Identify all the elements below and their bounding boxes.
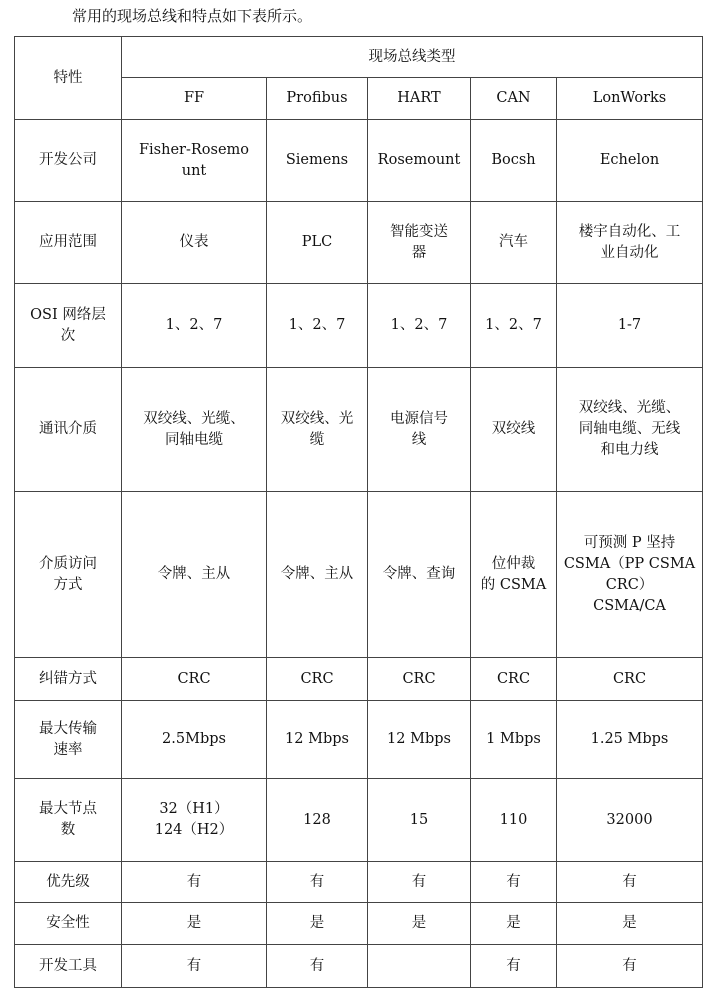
cell-ff xyxy=(122,284,267,368)
cell-line: Fisher-Rosemo xyxy=(138,141,250,158)
fieldbus-comparison-table xyxy=(14,36,703,988)
cell-line: 双绞线 xyxy=(491,421,536,437)
cell-line: 的 CSMA xyxy=(480,576,547,593)
cell-line: 有 xyxy=(506,957,521,974)
cell-can xyxy=(471,903,557,945)
cell-ff xyxy=(122,945,267,988)
cell-line: 1、2、7 xyxy=(485,317,542,333)
cell-ff xyxy=(122,120,267,202)
cell-lonworks xyxy=(557,658,703,701)
row-label-cell xyxy=(15,779,122,862)
cell-line: 同轴电缆、无线 xyxy=(578,421,681,437)
cell-line: 1、2、7 xyxy=(288,317,346,333)
cell-line: 有 xyxy=(309,873,325,890)
cell-line: 是 xyxy=(411,915,427,931)
cell-lonworks xyxy=(557,945,703,988)
row-label-line: 安全性 xyxy=(46,915,90,931)
cell-profibus xyxy=(267,701,368,779)
row-label-cell xyxy=(15,492,122,658)
cell-line: 12 Mbps xyxy=(285,731,349,747)
row-label-cell xyxy=(15,284,122,368)
column-header-profibus: Profibus xyxy=(267,78,368,120)
cell-line: Bocsh xyxy=(491,152,536,168)
feature-header-cell xyxy=(15,37,122,120)
cell-ff xyxy=(122,368,267,492)
row-label-cell xyxy=(15,945,122,988)
cell-line: 器 xyxy=(411,244,427,261)
row-label-cell xyxy=(15,368,122,492)
cell-can xyxy=(471,945,557,988)
cell-line: 2.5Mbps xyxy=(162,731,226,747)
cell-profibus xyxy=(267,120,368,202)
cell-profibus xyxy=(267,862,368,903)
cell-line: Siemens xyxy=(285,152,349,168)
cell-hart xyxy=(368,120,471,202)
cell-line: 有 xyxy=(186,873,202,890)
row-label-cell xyxy=(15,903,122,945)
row-label-cell xyxy=(15,202,122,284)
cell-hart xyxy=(368,658,471,701)
cell-hart xyxy=(368,862,471,903)
table-row xyxy=(15,284,703,368)
row-label-line: 速率 xyxy=(53,741,83,758)
cell-line: 业自动化 xyxy=(600,244,659,261)
intro-text: 常用的现场总线和特点如下表所示。 xyxy=(72,7,313,25)
cell-hart xyxy=(368,202,471,284)
cell-line: 令牌、主从 xyxy=(157,566,231,582)
cell-line: 有 xyxy=(411,873,427,890)
cell-line: CRC xyxy=(612,670,647,687)
row-label-line: 方式 xyxy=(53,576,83,593)
cell-profibus xyxy=(267,903,368,945)
cell-hart xyxy=(368,492,471,658)
cell-line: 是 xyxy=(506,915,521,931)
cell-line: CRC xyxy=(300,670,334,687)
cell-ff xyxy=(122,492,267,658)
cell-lonworks xyxy=(557,779,703,862)
cell-line: 110 xyxy=(499,811,528,828)
cell-line: 是 xyxy=(186,915,202,931)
row-label-line: 数 xyxy=(60,822,76,838)
header-row-group xyxy=(15,37,703,78)
cell-line: 缆 xyxy=(309,431,325,448)
cell-hart xyxy=(368,945,471,988)
cell-line: CRC xyxy=(496,670,531,687)
cell-can xyxy=(471,779,557,862)
column-header-can: CAN xyxy=(471,78,557,120)
fieldbus-type-header-cell xyxy=(122,37,703,78)
cell-line: 有 xyxy=(309,957,325,974)
cell-line: 128 xyxy=(303,811,331,828)
cell-line: 1.25 Mbps xyxy=(590,731,669,747)
table-row xyxy=(15,120,703,202)
row-label-line: OSI 网络层 xyxy=(30,306,106,323)
cell-line: 双绞线、光缆、 xyxy=(578,400,681,416)
row-label-line: 次 xyxy=(60,327,76,344)
cell-profibus xyxy=(267,368,368,492)
cell-ff xyxy=(122,658,267,701)
cell-line: unt xyxy=(181,162,207,179)
fieldbus-type-header-label: 现场总线类型 xyxy=(368,48,456,65)
cell-line: 双绞线、光缆、 xyxy=(143,410,245,427)
cell-hart xyxy=(368,368,471,492)
cell-profibus xyxy=(267,284,368,368)
column-header-hart: HART xyxy=(368,78,471,120)
table-row xyxy=(15,862,703,903)
cell-lonworks xyxy=(557,492,703,658)
cell-lonworks xyxy=(557,862,703,903)
cell-ff xyxy=(122,903,267,945)
cell-line: 是 xyxy=(622,915,637,931)
table-row xyxy=(15,701,703,779)
cell-line: CRC） xyxy=(605,576,654,593)
cell-can xyxy=(471,658,557,701)
cell-lonworks xyxy=(557,701,703,779)
cell-line: 124（H2） xyxy=(154,822,234,838)
row-label-line: 优先级 xyxy=(46,873,90,890)
cell-hart xyxy=(368,284,471,368)
row-label-line: 应用范围 xyxy=(39,234,97,250)
cell-line: 32000 xyxy=(606,811,653,828)
column-header-ff: FF xyxy=(122,78,267,120)
cell-profibus xyxy=(267,945,368,988)
cell-line: 双绞线、光 xyxy=(280,410,354,427)
cell-line: 有 xyxy=(186,957,202,974)
table-row xyxy=(15,492,703,658)
row-label-line: 最大节点 xyxy=(39,801,97,817)
table-row xyxy=(15,658,703,701)
table-row xyxy=(15,202,703,284)
cell-profibus xyxy=(267,658,368,701)
row-label-line: 最大传输 xyxy=(39,720,97,737)
cell-can xyxy=(471,492,557,658)
cell-line: 位仲裁 xyxy=(491,555,536,572)
cell-line: 同轴电缆 xyxy=(165,431,223,448)
cell-lonworks xyxy=(557,368,703,492)
row-label-line: 开发工具 xyxy=(39,957,97,974)
cell-line: Echelon xyxy=(599,152,660,168)
table-row xyxy=(15,779,703,862)
cell-can xyxy=(471,202,557,284)
cell-can xyxy=(471,862,557,903)
column-header-lonworks: LonWorks xyxy=(557,78,703,120)
table-row xyxy=(15,903,703,945)
cell-line: 是 xyxy=(309,915,325,931)
cell-line: 1、2、7 xyxy=(390,317,448,333)
cell-can xyxy=(471,120,557,202)
cell-lonworks xyxy=(557,284,703,368)
cell-hart xyxy=(368,701,471,779)
cell-line: 线 xyxy=(411,431,427,448)
feature-header-label: 特性 xyxy=(53,69,83,86)
row-label-cell xyxy=(15,862,122,903)
row-label-cell xyxy=(15,120,122,202)
cell-line: 1、2、7 xyxy=(165,317,223,333)
cell-line: CSMA（PP CSMA xyxy=(563,555,696,572)
cell-line: 有 xyxy=(506,873,521,890)
cell-can xyxy=(471,284,557,368)
cell-line: 32（H1） xyxy=(159,801,229,817)
cell-line: 和电力线 xyxy=(600,442,659,458)
cell-hart xyxy=(368,903,471,945)
cell-line: 楼宇自动化、工 xyxy=(578,223,681,240)
cell-ff xyxy=(122,862,267,903)
cell-profibus xyxy=(267,492,368,658)
cell-line: CRC xyxy=(177,670,211,687)
cell-line: 汽车 xyxy=(499,234,528,250)
row-label-line: 介质访问 xyxy=(39,555,97,572)
cell-line: 有 xyxy=(622,957,637,974)
cell-line: 智能变送 xyxy=(390,223,448,240)
cell-line: 1 Mbps xyxy=(486,731,541,747)
cell-line: PLC xyxy=(301,234,333,250)
row-label-line: 纠错方式 xyxy=(39,670,97,687)
cell-ff xyxy=(122,779,267,862)
cell-can xyxy=(471,701,557,779)
cell-profibus xyxy=(267,779,368,862)
cell-hart xyxy=(368,779,471,862)
cell-lonworks xyxy=(557,202,703,284)
table-row xyxy=(15,945,703,988)
cell-line: 仪表 xyxy=(179,234,209,250)
cell-line: 12 Mbps xyxy=(387,731,451,747)
table-row xyxy=(15,368,703,492)
row-label-cell xyxy=(15,658,122,701)
cell-line: 1-7 xyxy=(617,317,642,333)
cell-profibus xyxy=(267,202,368,284)
cell-line: CSMA/CA xyxy=(593,597,666,614)
cell-ff xyxy=(122,202,267,284)
cell-line: Rosemount xyxy=(377,152,461,168)
cell-line: CRC xyxy=(402,670,436,687)
cell-ff xyxy=(122,701,267,779)
cell-lonworks xyxy=(557,903,703,945)
row-label-line: 通讯介质 xyxy=(39,421,97,437)
cell-line: 令牌、查询 xyxy=(382,566,456,582)
cell-line: 令牌、主从 xyxy=(280,566,354,582)
cell-lonworks xyxy=(557,120,703,202)
cell-line: 电源信号 xyxy=(390,410,448,427)
cell-line: 15 xyxy=(409,811,429,828)
row-label-cell xyxy=(15,701,122,779)
cell-can xyxy=(471,368,557,492)
cell-line: 有 xyxy=(622,873,637,890)
row-label-line: 开发公司 xyxy=(39,152,97,168)
cell-line: 可预测 P 坚持 xyxy=(583,534,676,551)
